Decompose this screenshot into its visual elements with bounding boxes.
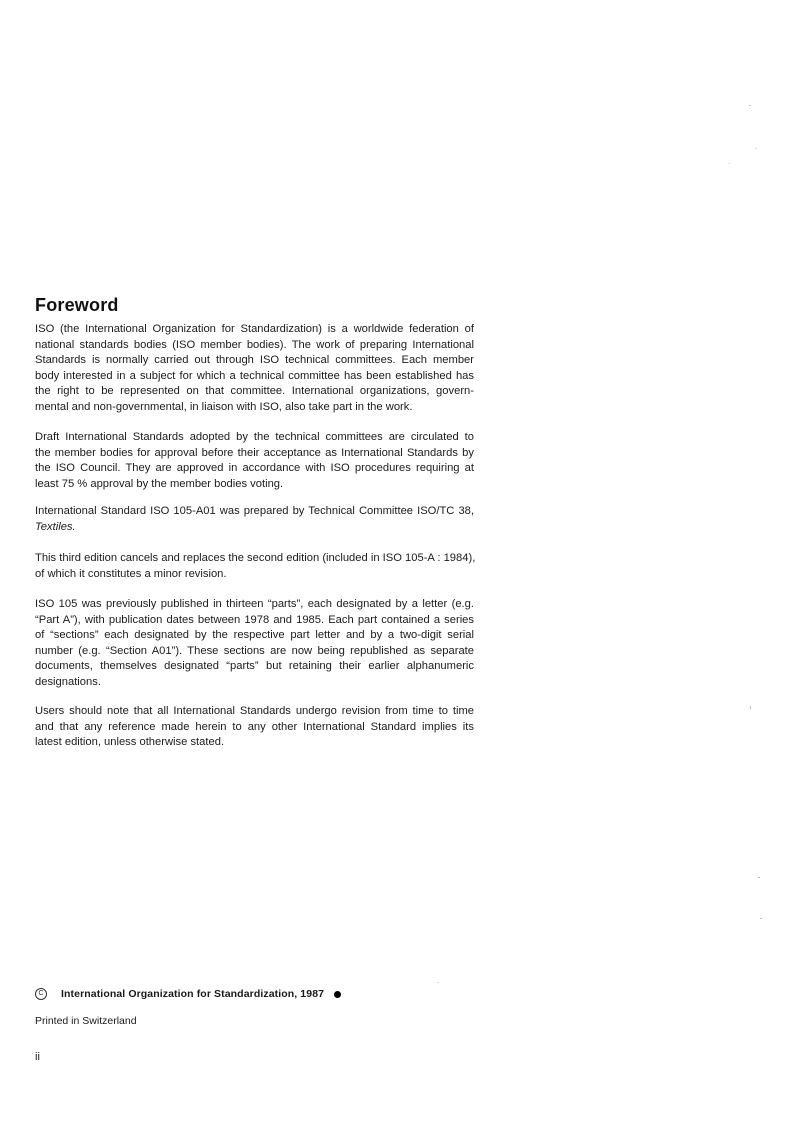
scan-speck bbox=[758, 877, 760, 878]
text-line: This third edition cancels and replaces the second edition (included in ISO 105-A : 1984), bbox=[35, 552, 476, 564]
paragraph-prepared-by bbox=[35, 504, 474, 535]
text-line: of which it constitutes a minor revision. bbox=[35, 567, 227, 580]
committee-title: Textiles. bbox=[35, 520, 76, 533]
page-title: Foreword bbox=[35, 295, 119, 315]
text-line: mental and non-governmental, in liaison with ISO, also take part in the work. bbox=[35, 400, 413, 413]
paragraph-publication-history bbox=[35, 597, 474, 691]
text-line: Draft International Standards adopted by the technical committees are circulated to bbox=[35, 431, 474, 443]
text-line: designations. bbox=[35, 675, 101, 688]
page-number: ii bbox=[35, 1051, 40, 1063]
paragraph-edition bbox=[35, 551, 474, 582]
scan-speck bbox=[755, 148, 757, 149]
text-line: body interested in a subject for which a technical committee has been established has bbox=[35, 369, 474, 382]
text-line: number (e.g. “Section A01”). These sections are now being republished as separate bbox=[35, 644, 474, 657]
text-line: the right to be represented on that committee. International organizations, govern- bbox=[35, 385, 474, 398]
text-line: national standards bodies (ISO member bodies). The work of preparing International bbox=[35, 338, 474, 351]
paragraph-iso-intro bbox=[35, 322, 474, 416]
scan-speck bbox=[760, 918, 762, 919]
text-line: Users should note that all International Standards undergo revision from time to time bbox=[35, 705, 474, 717]
copyright-icon: C bbox=[35, 988, 47, 1000]
text-line: ISO (the International Organization for Standardization) is a worldwide federation of bbox=[35, 323, 474, 335]
text-line: ISO 105 was previously published in thirteen “parts”, each designated by a letter (e.g. bbox=[35, 598, 474, 610]
scan-speck bbox=[749, 105, 751, 106]
text-line: documents, themselves designated “parts” but retaining their earlier alphanumeric bbox=[35, 660, 474, 673]
text-line: and that any reference made herein to any other International Standard implies its bbox=[35, 720, 474, 733]
text-line: the member bodies for approval before their acceptance as International Standards by bbox=[35, 446, 474, 459]
scan-speck bbox=[728, 163, 730, 164]
paragraph-draft-standards bbox=[35, 430, 474, 492]
copyright-notice bbox=[35, 987, 341, 1001]
text-line: International Standard ISO 105-A01 was prepared by Technical Committee ISO/TC 38, bbox=[35, 505, 474, 517]
text-line: least 75 % approval by the member bodies voting. bbox=[35, 477, 284, 490]
bullet-icon bbox=[334, 991, 341, 998]
text-line: latest edition, unless otherwise stated. bbox=[35, 736, 225, 749]
text-line: Standards is normally carried out through ISO technical committees. Each member bbox=[35, 354, 474, 367]
text-line: the ISO Council. They are approved in accordance with ISO procedures requiring at bbox=[35, 462, 474, 475]
paragraph-revision-note bbox=[35, 704, 474, 751]
printed-location: Printed in Switzerland bbox=[35, 1015, 137, 1027]
scan-speck bbox=[750, 706, 751, 709]
text-line: “Part A”), with publication dates between 1978 and 1985. Each part contained a series bbox=[35, 613, 474, 626]
scan-speck bbox=[437, 982, 439, 983]
text-line: of “sections” each designated by the respective part letter and by a two-digit serial bbox=[35, 629, 474, 642]
copyright-text: International Organization for Standardization, 1987 bbox=[61, 988, 325, 1000]
